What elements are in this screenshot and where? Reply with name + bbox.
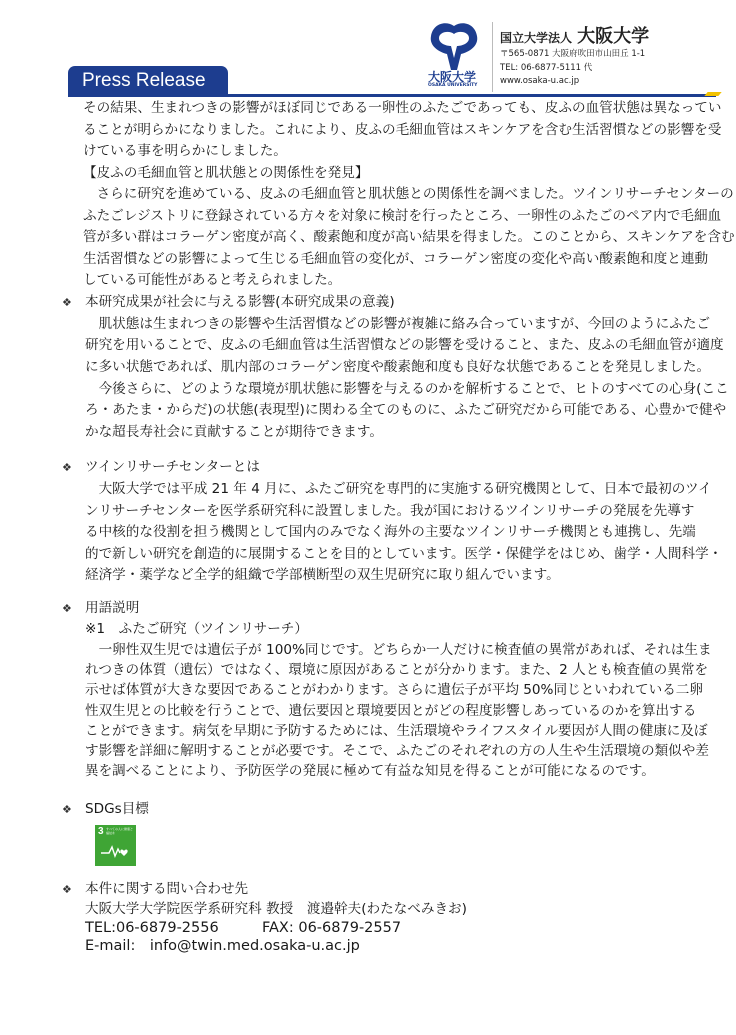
- university-title: [500, 22, 649, 48]
- contact-person: 大阪大学大学院医学系研究科 教授 渡邉幹夫(わたなべみきお): [85, 901, 467, 917]
- sdg-goal-label: すべての人に健康と福祉を: [106, 827, 133, 835]
- intro-subheading: 【皮ふの毛細血管と肌状態との関係性を発見】: [83, 165, 369, 181]
- intro-line: さらに研究を進めている、皮ふの毛細血管と肌状態との関係性を調べました。ツインリサーチセンターの: [83, 186, 734, 202]
- section-line: 的で新しい研究を創造的に展開することを目的としています。医学・保健学をはじめ、歯学・人間科学・: [85, 546, 723, 562]
- diamond-bullet-icon: ❖: [62, 883, 72, 896]
- intro-line: している可能性があると考えられました。: [83, 272, 342, 288]
- contact-email-link[interactable]: E-mail: info@twin.med.osaka-u.ac.jp: [85, 938, 360, 954]
- section-line: ンリサーチセンターを医学系研究科に設置しました。我が国におけるツインリサーチの発展を先導す: [85, 503, 695, 519]
- section-title: SDGs目標: [85, 801, 149, 817]
- header-divider: [492, 22, 493, 92]
- sdg-goal-3-badge: [95, 825, 136, 866]
- section-line: 性双生児との比較を行うことで、遺伝要因と環境要因とがどの程度影響しあっているのかを算出する: [85, 703, 697, 719]
- university-name: 大阪大学: [577, 26, 650, 47]
- section-title: 本研究成果が社会に与える影響(本研究成果の意義): [85, 294, 395, 310]
- intro-line: その結果、生まれつきの影響がほぼ同じである一卵性のふたごであっても、皮ふの血管状態は異なってい: [83, 100, 722, 116]
- section-line: に多い状態であれば、肌内部のコラーゲン密度や酸素飽和度も良好な状態であることを発見しました。: [85, 359, 711, 375]
- intro-line: けている事を明らかにしました。: [83, 143, 287, 159]
- header-tel: TEL: 06-6877-5111 代: [500, 63, 593, 73]
- contact-tel: TEL:06-6879-2556: [85, 920, 219, 936]
- diamond-bullet-icon: ❖: [62, 461, 72, 474]
- header-rule: [68, 94, 716, 97]
- section-line: 示せば体質が大きな要因であることがわかります。さらに遺伝子が平均 50%同じといわれている二卵: [85, 682, 703, 698]
- diamond-bullet-icon: ❖: [62, 803, 72, 816]
- diamond-bullet-icon: ❖: [62, 602, 72, 615]
- logo-subtext: OSAKA UNIVERSITY: [428, 83, 478, 88]
- section-line: 大阪大学では平成 21 年 4 月に、ふたご研究を専門的に実施する研究機関として、日本で最初のツイ: [85, 481, 712, 497]
- section-line: 今後さらに、どのような環境が肌状態に影響を与えるのかを解析することで、ヒトのすべての心身(ここ: [85, 381, 729, 397]
- section-line: れつきの体質（遺伝）ではなく、環境に原因があることが分かります。また、2 人とも検査値の異常を: [85, 662, 709, 678]
- section-line: 一卵性双生児では遺伝子が 100%同じです。どちらか一人だけに検査値の異常があれば、それは生ま: [85, 642, 712, 658]
- contact-fax: FAX: 06-6879-2557: [262, 920, 402, 936]
- glossary-term: ※1 ふたご研究（ツインリサーチ）: [85, 621, 308, 637]
- section-title: 用語説明: [85, 600, 140, 616]
- section-line: ことができます。病気を早期に予防するためには、生活環境やライフスタイル要因が人間の健康に及ぼ: [85, 723, 708, 739]
- press-release-tab: Press Release: [68, 66, 228, 95]
- university-prefix: 国立大学法人: [500, 31, 573, 45]
- section-line: す影響を詳細に解明することが必要です。そこで、ふたごのそれぞれの方の人生や生活環境の類似や差: [85, 743, 709, 759]
- section-title: ツインリサーチセンターとは: [85, 459, 260, 475]
- logo-text: 大阪大学: [428, 70, 477, 84]
- section-line: 肌状態は生まれつきの影響や生活習慣などの影響が複雑に絡み合っていますが、今回のようにふたご: [85, 316, 711, 332]
- header-rule-accent: [704, 92, 721, 96]
- intro-line: 管が多い群はコラーゲン密度が高く、酸素飽和度が高い結果を得ました。このことから、スキンケアを含む: [83, 229, 735, 245]
- section-line: る中核的な役割を担う機関として国内のみでなく海外の主要なツインリサーチ機関とも連携し、先端: [85, 524, 696, 540]
- intro-line: 生活習慣などの影響によって生じる毛細血管の変化が、コラーゲン密度の変化や高い酸素飽和度と連動: [83, 251, 709, 267]
- section-line: 異を調べることにより、予防医学の発展に極めて有益な知見を得ることが可能になるのです。: [85, 763, 655, 779]
- heartbeat-icon: [100, 843, 132, 859]
- section-line: 経済学・薬学など全学的組織で学部横断型の双生児研究に取り組んでいます。: [85, 567, 560, 583]
- diamond-bullet-icon: ❖: [62, 296, 72, 309]
- header-address: 〒565-0871 大阪府吹田市山田丘 1-1: [500, 49, 646, 59]
- intro-line: ることが明らかになりました。これにより、皮ふの毛細血管はスキンケアを含む生活習慣などの影響を受: [83, 122, 722, 138]
- section-line: 研究を用いることで、皮ふの毛細血管は生活習慣などの影響を受けること、また、皮ふの毛細血管が適度: [85, 337, 724, 353]
- section-line: かな超長寿社会に貢献することが期待できます。: [85, 424, 383, 440]
- header-website-link[interactable]: www.osaka-u.ac.jp: [500, 76, 580, 86]
- sdg-goal-number: 3: [98, 826, 104, 837]
- intro-line: ふたごレジストリに登録されている方々を対象に検討を行ったところ、一卵性のふたごのペア内で毛細血: [83, 208, 722, 224]
- section-line: ろ・あたま・からだ)の状態(表現型)に関わる全てのものに、ふたご研究だから可能である、心豊かで健や: [85, 402, 727, 418]
- section-title: 本件に関する問い合わせ先: [85, 881, 249, 897]
